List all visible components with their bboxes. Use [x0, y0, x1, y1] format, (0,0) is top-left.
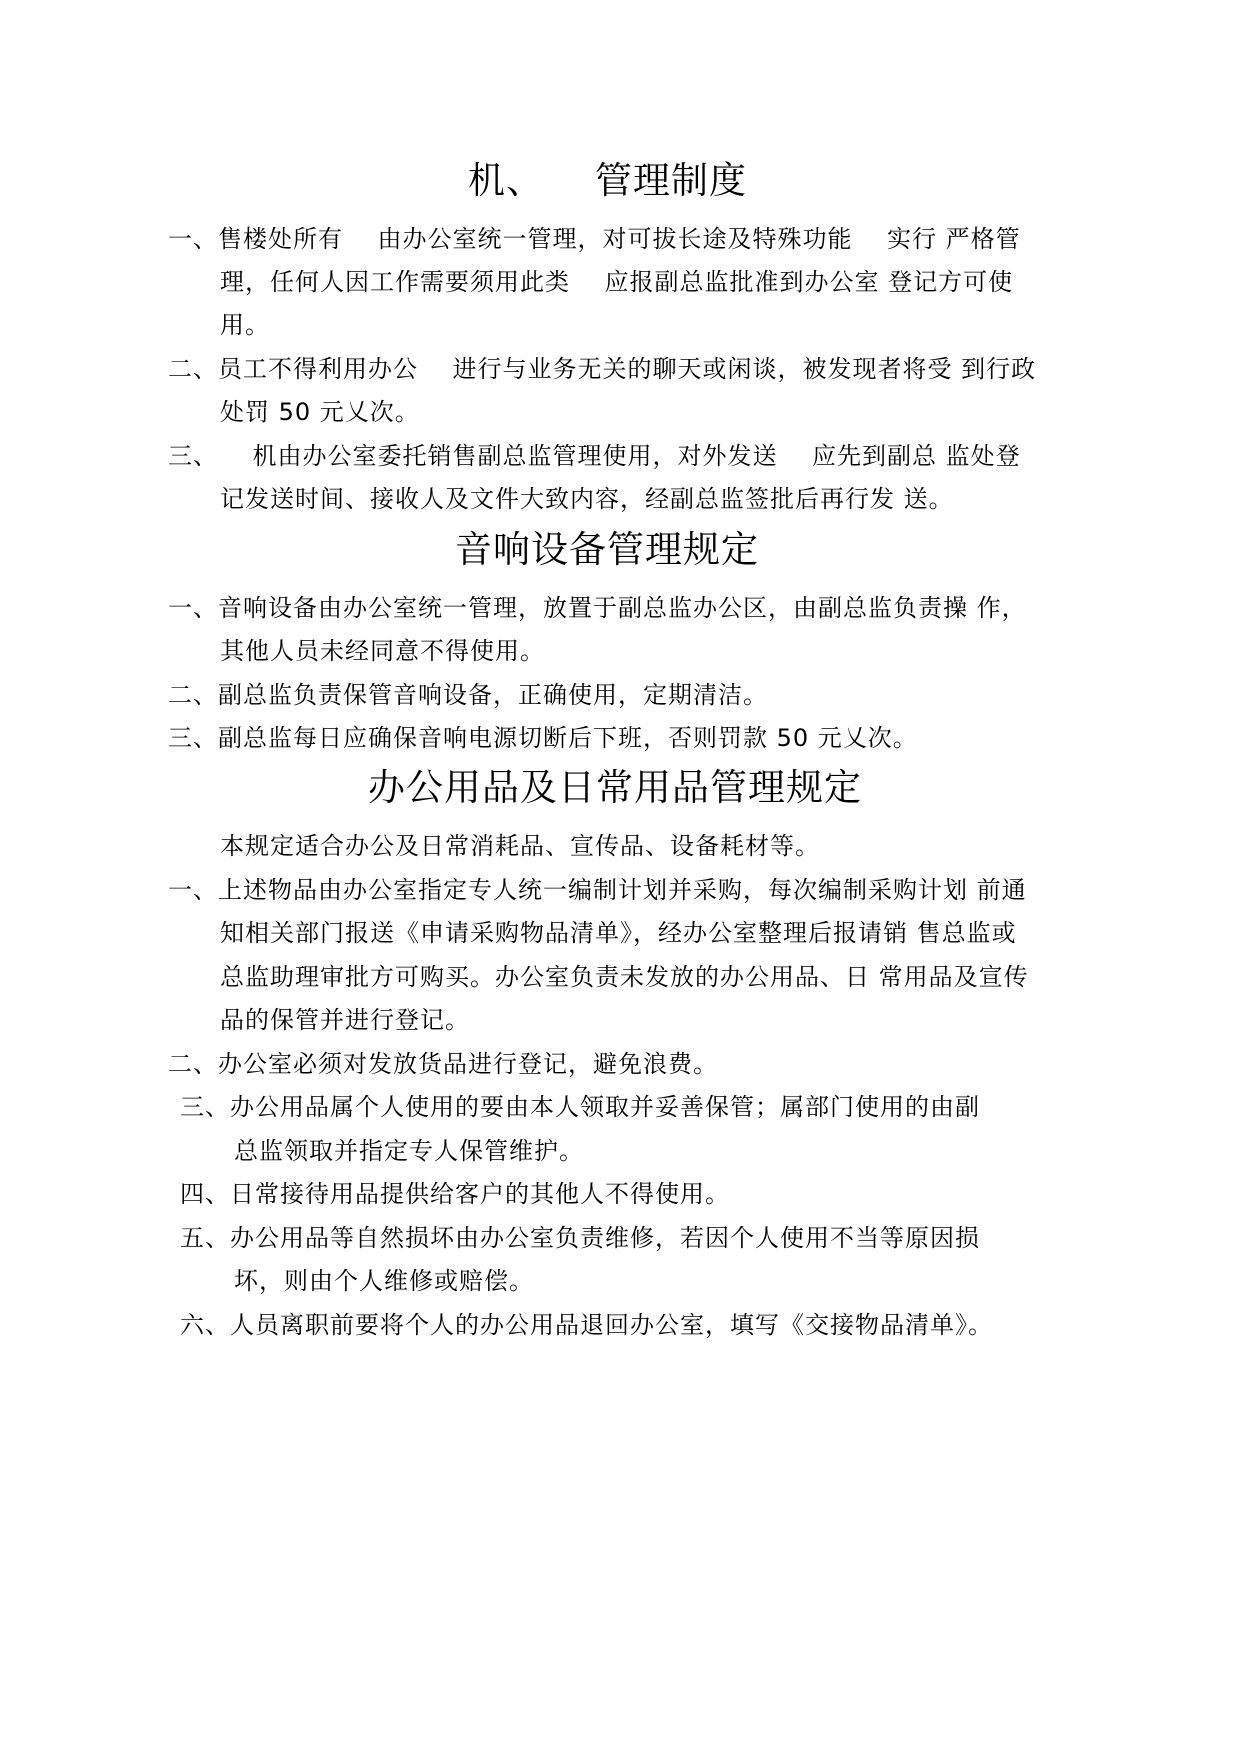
section-1-line-5: 处罚 50 元乂次。 [220, 398, 420, 426]
section-title-2: 音响设备管理规定 [455, 528, 759, 571]
section-3-line-1: 一、上述物品由办公室指定专人统一编制计划并采购，每次编制采购计划 前通 [168, 876, 1027, 904]
section-1-line-4: 二、员工不得利用办公 进行与业务无关的聊天或闲谈，被发现者将受 到行政 [168, 355, 1037, 383]
section-3-line-3: 总监助理审批方可购买。办公室负责未发放的办公用品、日 常用品及宣传 [220, 963, 1029, 991]
section-1-line-1: 一、售楼处所有 由办公室统一管理，对可拔长途及特殊功能 实行 严格管 [168, 225, 1021, 253]
section-3-line-7: 总监领取并指定专人保管维护。 [234, 1137, 584, 1165]
section-3-intro: 本规定适合办公及日常消耗品、宣传品、设备耗材等。 [220, 832, 820, 860]
section-3-line-4: 品的保管并进行登记。 [220, 1006, 470, 1034]
section-title-1: 机、 管理制度 [468, 159, 748, 202]
section-2-line-3: 二、副总监负责保管音响设备，正确使用，定期清洁。 [168, 681, 768, 709]
section-1-line-2: 理，任何人因工作需要须用此类 应报副总监批准到办公室 登记方可使 [220, 268, 1014, 296]
section-3-line-5: 二、办公室必须对发放货品进行登记，避免浪费。 [168, 1050, 718, 1078]
section-3-line-6: 三、办公用品属个人使用的要由本人领取并妥善保管；属部门使用的由副 [180, 1093, 980, 1121]
section-2-line-2: 其他人员未经同意不得使用。 [220, 637, 545, 665]
section-2-line-1: 一、音响设备由办公室统一管理，放置于副总监办公区，由副总监负责操 作， [168, 594, 1027, 622]
section-1-line-3: 用。 [220, 311, 270, 339]
section-3-line-10: 坏，则由个人维修或赔偿。 [234, 1267, 534, 1295]
section-title-3: 办公用品及日常用品管理规定 [368, 766, 862, 809]
section-1-line-6: 三、 机由办公室委托销售副总监管理使用，对外发送 应先到副总 监处登 [168, 442, 1021, 470]
section-1-line-7: 记发送时间、接收人及文件大致内容，经副总监签批后再行发 送。 [220, 485, 954, 513]
section-2-line-4: 三、副总监每日应确保音响电源切断后下班，否则罚款 50 元乂次。 [168, 724, 918, 752]
section-3-line-11: 六、人员离职前要将个人的办公用品退回办公室，填写《交接物品清单》。 [180, 1311, 993, 1339]
section-3-line-8: 四、日常接待用品提供给客户的其他人不得使用。 [180, 1180, 730, 1208]
section-3-line-2: 知相关部门报送《申请采购物品清单》，经办公室整理后报请销 售总监或 [220, 919, 1017, 947]
section-3-line-9: 五、办公用品等自然损坏由办公室负责维修，若因个人使用不当等原因损 [180, 1224, 980, 1252]
